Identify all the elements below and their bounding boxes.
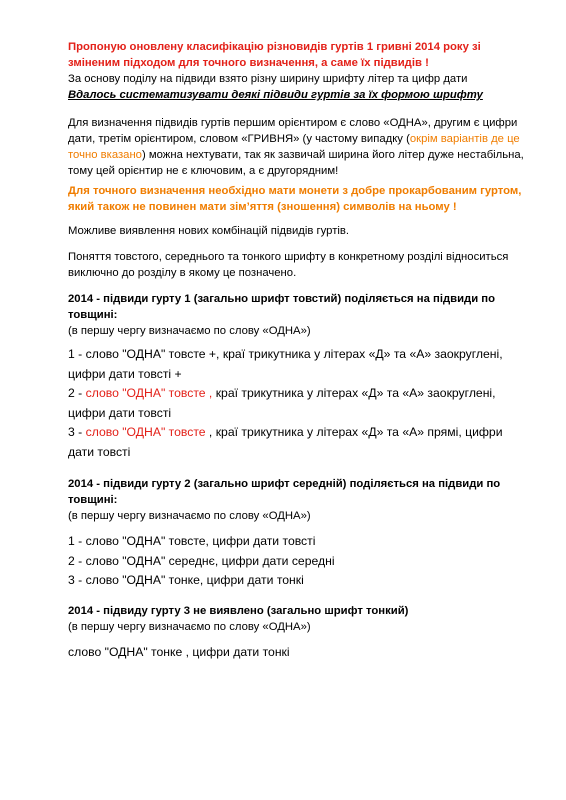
basis-text: За основу поділу на підвиди взято різну ширину шрифту літер та цифр дати [68,73,468,85]
group1-item2-rest: краї трикутника у літерах «Д» та «А» заокруглені, цифри дати товсті [68,386,496,420]
orientation-text-before: Для визначення підвидів гуртів першим орієнтиром є слово «ОДНА», другим є цифри дати, третім орієнтиром, словом «ГРИВНЯ» (у частому випадку ( [68,117,518,145]
group1-item2-highlight: слово "ОДНА" товсте , [85,386,213,400]
group1-item3-prefix: 3 - [68,425,86,439]
document-title: Пропоную оновлену класифікацію різновидів гуртів 1 гривні 2014 року зі зміненим підходом для точного визначення, а саме їх підвидів ! [68,41,481,69]
orientation-text-after: ) можна нехтувати, так як зазвичай ширина його літер дуже нестабільна, тому цей орієнтир не є ключовим, а є другорядним! [68,149,524,177]
group1-item1: 1 - слово "ОДНА" товсте +, краї трикутника у літерах «Д» та «А» заокруглені, цифри дати товсті + [68,347,503,381]
group3-note: (в першу чергу визначаємо по слову «ОДНА») [68,620,311,633]
group2-item3: 3 - слово "ОДНА" тонке, цифри дати тонкі [68,573,304,587]
group1-item3-highlight: слово "ОДНА" товсте [85,425,206,439]
group1-item2-prefix: 2 - [68,386,86,400]
concept-text: Поняття товстого, середнього та тонкого шрифту в конкретному розділі відноситься виключно до розділу в якому це позначено. [68,251,509,279]
group3-item1: слово "ОДНА" тонке , цифри дати тонкі [68,644,290,659]
group1-item3-rest: , краї трикутника у літерах «Д» та «А» прямі, цифри дати товсті [68,425,503,459]
document-page [68,39,530,662]
group3-heading: 2014 - підвиду гурту 3 не виявлено (загально шрифт тонкий) [68,604,409,617]
group2-item2: 2 - слово "ОДНА" середнє, цифри дати середні [68,553,335,568]
group1-item2 [68,384,530,423]
group1-item3 [68,423,530,462]
systematized-text: Вдалось систематизувати деякі підвиди гуртів за їх формою шрифту [68,89,483,101]
group2-heading: 2014 - підвиди гурту 2 (загально шрифт середній) поділяється на підвиди по товщині: [68,478,501,506]
group1-note: (в першу чергу визначаємо по слову «ОДНА») [68,325,311,337]
orientation-highlight: окрім варіантів де це точно вказано [68,133,520,161]
group1-heading: 2014 - підвиди гурту 1 (загально шрифт товстий) поділяється на підвиди по товщині: [68,293,496,321]
warning-text: Для точного визначення необхідно мати монети з добре прокарбованим гуртом, який також не повинен мати зім’яття (зношення) символів на ньому ! [68,185,522,213]
group2-item1: 1 - слово "ОДНА" товсте, цифри дати товсті [68,534,316,548]
group2-note: (в першу чергу визначаємо по слову «ОДНА») [68,510,311,522]
orientation-paragraph [68,115,530,179]
new-combinations-text: Можливе виявлення нових комбінацій підвидів гуртів. [68,225,350,237]
